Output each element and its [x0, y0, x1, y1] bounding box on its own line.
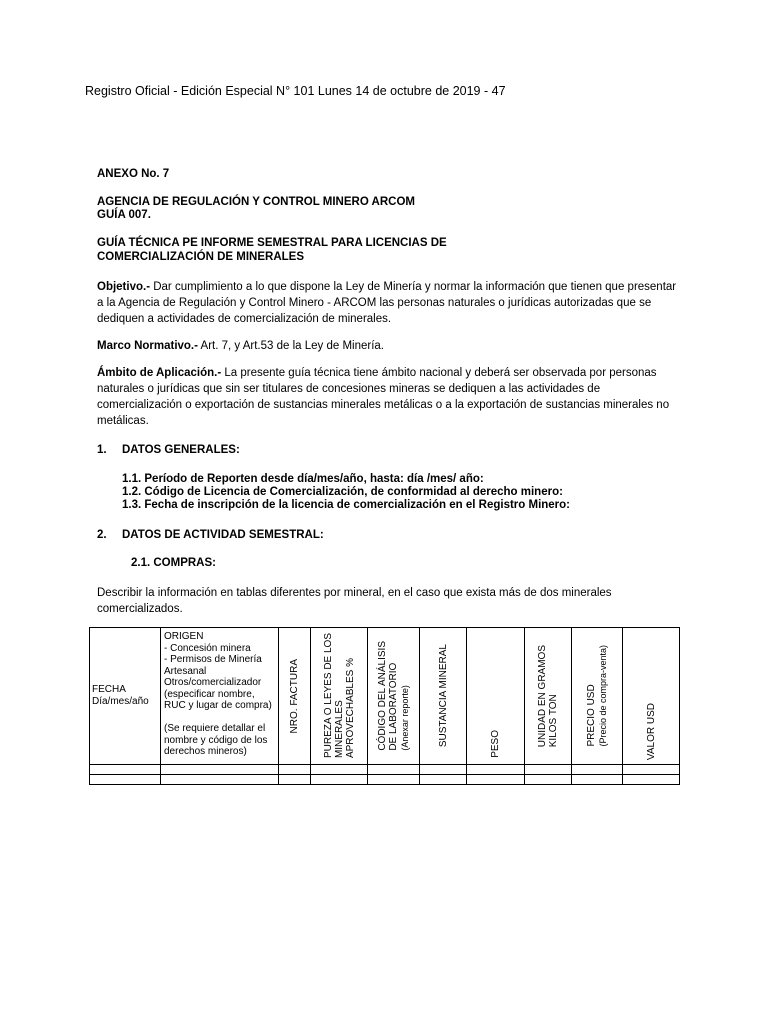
table-header-row	[90, 628, 680, 765]
header-origen: ORIGEN - Concesión minera - Permisos de Minería Artesanal Otros/comercializador (especificar nombre, RUC y lugar de compra) (Se requiere detallar el nombre y código de los derechos mineros)	[161, 628, 279, 765]
header-precio-text: PRECIO USD	[585, 684, 597, 747]
header-fecha: FECHA Día/mes/año	[90, 628, 161, 765]
header-codigo	[368, 628, 420, 765]
table-cell[interactable]	[279, 765, 311, 775]
objetivo-label: Objetivo.-	[97, 281, 151, 293]
table-cell[interactable]	[623, 765, 680, 775]
header-sustancia-text: SUSTANCIA MINERAL	[437, 644, 449, 748]
section1-number: 1.	[97, 444, 107, 456]
table-cell[interactable]	[368, 765, 420, 775]
ambito-text: La presente guía técnica tiene ámbito nacional y deberá ser observada por personas naturales o jurídicas que sin ser titulares de concesiones mineras se dediquen a las actividades de comercialización o exportación de sustancias minerales metálicas o a la exportación de sustancias minerales no metálicas.	[97, 367, 670, 427]
header-nro-factura	[279, 628, 311, 765]
table-cell[interactable]	[368, 775, 420, 785]
section2-number: 2.	[97, 529, 107, 541]
objetivo-text: Dar cumplimiento a lo que dispone la Ley de Minería y normar la información que tienen que presentar a la Agencia de Regulación y Control Minero - ARCOM las personas naturales o jurídicas autorizadas que se dediquen a actividades de comercialización de minerales.	[97, 281, 677, 325]
header-unidad-text: UNIDAD EN GRAMOS KILOS TON	[537, 644, 559, 748]
table-cell[interactable]	[161, 775, 279, 785]
section2-description: Describir la información en tablas diferentes por mineral, en el caso que exista más de dos minerales comercializados.	[97, 587, 612, 615]
table-cell[interactable]	[525, 775, 572, 785]
header-precio	[572, 628, 623, 765]
header-peso	[467, 628, 525, 765]
table-cell[interactable]	[572, 775, 623, 785]
header-codigo-text: CÓDIGO DEL ANÁLISIS DE LABORATORIO	[376, 641, 399, 751]
table-row	[90, 765, 680, 775]
marco-text: Art. 7, y Art.53 de la Ley de Minería.	[197, 340, 384, 352]
objetivo-paragraph	[97, 279, 677, 327]
ambito-paragraph	[97, 365, 677, 429]
header-pureza-text: PUREZA O LEYES DE LOS MINERALES APROVECHABLES %	[322, 633, 356, 759]
section1-item: 1.3. Fecha de inscripción de la licencia de comercialización en el Registro Minero:	[122, 499, 571, 511]
header-precio-wrap	[586, 645, 609, 747]
table-cell[interactable]	[623, 775, 680, 785]
table-cell[interactable]	[311, 765, 368, 775]
table-cell[interactable]	[572, 765, 623, 775]
table-cell[interactable]	[311, 775, 368, 785]
guide-number: GUÍA 007.	[97, 209, 151, 221]
table-cell[interactable]	[420, 765, 467, 775]
ambito-label: Ámbito de Aplicación.-	[97, 367, 222, 379]
document-title-line2: COMERCIALIZACIÓN DE MINERALES	[97, 251, 304, 263]
page-header: Registro Oficial - Edición Especial N° 101 Lunes 14 de octubre de 2019 - 47	[85, 84, 506, 98]
table-row	[90, 775, 680, 785]
header-unidad	[525, 628, 572, 765]
header-valor	[623, 628, 680, 765]
header-peso-text: PESO	[490, 730, 501, 758]
table-cell[interactable]	[279, 775, 311, 785]
table-cell[interactable]	[161, 765, 279, 775]
table-cell[interactable]	[420, 775, 467, 785]
marco-paragraph	[97, 338, 677, 354]
section2-subtitle: 2.1. COMPRAS:	[131, 557, 216, 569]
section1-item: 1.1. Período de Reporten desde día/mes/año, hasta: día /mes/ año:	[122, 473, 484, 485]
table-cell[interactable]	[525, 765, 572, 775]
header-codigo-wrap	[377, 641, 411, 751]
header-valor-text: VALOR USD	[645, 702, 657, 760]
header-codigo-note: (Anexar reporte)	[399, 685, 410, 751]
header-nro-factura-text: NRO. FACTURA	[289, 658, 300, 734]
section2-title: DATOS DE ACTIVIDAD SEMESTRAL:	[122, 529, 324, 541]
section1-title: DATOS GENERALES:	[122, 444, 240, 456]
section1-item: 1.2. Código de Licencia de Comercialización, de conformidad al derecho minero:	[122, 486, 563, 498]
table-cell[interactable]	[467, 775, 525, 785]
table-cell[interactable]	[90, 765, 161, 775]
header-precio-note: (Precio de compra-venta)	[597, 645, 608, 747]
compras-table	[89, 627, 680, 785]
agency-name: AGENCIA DE REGULACIÓN Y CONTROL MINERO ARCOM	[97, 196, 415, 208]
document-title-line1: GUÍA TÉCNICA PE INFORME SEMESTRAL PARA LICENCIAS DE	[97, 237, 447, 249]
marco-label: Marco Normativo.-	[97, 340, 198, 352]
annex-title: ANEXO No. 7	[97, 168, 170, 180]
table-cell[interactable]	[90, 775, 161, 785]
table-cell[interactable]	[467, 765, 525, 775]
header-pureza	[311, 628, 368, 765]
header-sustancia	[420, 628, 467, 765]
